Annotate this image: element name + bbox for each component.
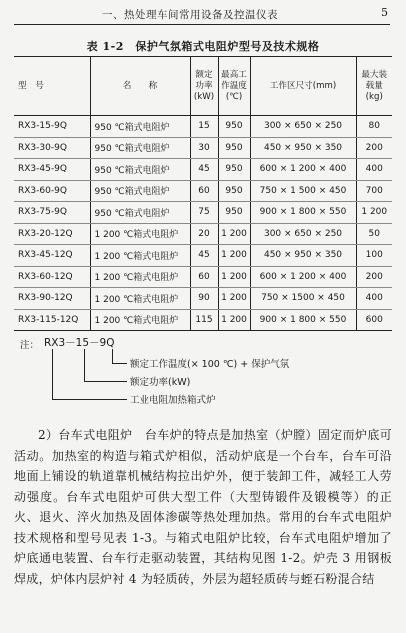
col-header-max-load: 最大装载量(kg) [356,57,392,116]
page-header [14,6,390,25]
cell-max-temp: 1 200 [218,288,250,310]
cell-max-temp: 1 200 [218,245,250,267]
cell-max-load: 80 [356,116,392,138]
table-header-row [14,57,392,116]
cell-max-load: 1 200 [356,202,392,224]
table-row [14,245,392,267]
cell-power: 115 [190,309,218,331]
cell-model: RX3-30-9Q [14,137,90,159]
cell-max-temp: 950 [218,180,250,202]
note-item-power: 额定功率(kW) [130,377,191,388]
cell-max-temp: 950 [218,116,250,138]
spec-table [14,56,392,331]
cell-max-load: 200 [356,137,392,159]
page-number: 5 [381,6,388,19]
col-header-max-temp: 最高工作温度(℃) [218,57,250,116]
cell-max-load: 700 [356,180,392,202]
col-header-name: 名 称 [90,57,190,116]
cell-power: 60 [190,266,218,288]
cell-work-size: 750 × 1 500 × 450 [250,180,356,202]
cell-max-load: 50 [356,223,392,245]
cell-name: 950 ℃箱式电阻炉 [90,137,190,159]
cell-model: RX3-60-9Q [14,180,90,202]
leader-line-type [52,349,127,400]
cell-max-temp: 1 200 [218,223,250,245]
model-code-note [20,337,390,417]
note-lead: 注： [20,340,40,351]
note-item-type: 工业电阻加热箱式炉 [130,395,216,406]
cell-name: 1 200 ℃箱式电阻炉 [90,245,190,267]
cell-max-load: 600 [356,309,392,331]
cell-model: RX3-115-12Q [18,314,79,325]
cell-model: RX3-75-9Q [14,202,90,224]
table-row [14,202,392,224]
note-item-temp: 额定工作温度(× 100 ℃) + 保护气氛 [130,359,290,370]
cell-name: 1 200 ℃箱式电阻炉 [90,223,190,245]
cell-work-size: 900 × 1 800 × 550 [250,309,356,331]
col-header-model: 型 号 [14,57,90,116]
table-row [14,180,392,202]
cell-max-load: 400 [356,288,392,310]
table-row [14,223,392,245]
col-header-power: 额定功率(kW) [190,57,218,116]
cell-name: 950 ℃箱式电阻炉 [90,202,190,224]
cell-work-size: 450 × 950 × 350 [250,245,356,267]
cell-work-size: 300 × 650 × 250 [250,116,356,138]
table-row [14,159,392,181]
table-row [14,137,392,159]
note-model-code: RX3－15－9Q [44,337,115,349]
cell-name: 950 ℃箱式电阻炉 [90,180,190,202]
table-row [14,288,392,310]
table-row [14,266,392,288]
cell-max-temp: 950 [218,202,250,224]
cell-model: RX3-20-12Q [14,223,90,245]
cell-power: 45 [190,245,218,267]
cell-work-size: 300 × 650 × 250 [250,223,356,245]
cell-name: 1 200 ℃箱式电阻炉 [90,266,190,288]
cell-work-size: 450 × 950 × 350 [250,137,356,159]
cell-power: 60 [190,180,218,202]
cell-max-load: 200 [356,266,392,288]
cell-model: RX3-45-9Q [14,159,90,181]
cell-name: 1 200 ℃箱式电阻炉 [90,288,190,310]
table-caption: 表 1-2 保护气氛箱式电阻炉型号及技术规格 [86,40,320,53]
table-row [14,309,392,331]
cell-name: 1 200 ℃箱式电阻炉 [90,309,190,331]
cell-model: RX3-45-12Q [14,245,90,267]
cell-work-size: 900 × 1 800 × 550 [250,202,356,224]
cell-model: RX3-60-12Q [14,266,90,288]
cell-max-temp: 950 [218,137,250,159]
cell-max-temp: 1 200 [218,309,250,331]
cell-power: 75 [190,202,218,224]
cell-max-load: 400 [356,159,392,181]
cell-work-size: 600 × 1 200 × 400 [250,159,356,181]
table-row [14,116,392,138]
cell-work-size: 750 × 1500 × 450 [250,288,356,310]
cell-power: 45 [190,159,218,181]
cell-max-temp: 950 [218,159,250,181]
cell-power: 20 [190,223,218,245]
cell-model: RX3-15-9Q [14,116,90,138]
cell-name: 950 ℃箱式电阻炉 [90,116,190,138]
cell-power: 90 [190,288,218,310]
col-header-work-size: 工作区尺寸(mm) [250,57,356,116]
cell-power: 15 [190,116,218,138]
body-paragraph: 2）台车式电阻炉 台车炉的特点是加热室（炉膛）固定而炉底可活动。加热室的构造与箱式炉相似，活动炉底是一个台车，台车可沿地面上铺设的轨道靠机械结构拉出炉外，便于装卸工件，减轻工人劳动强度。台车式电阻炉可供大型工件（大型铸锻件及锻模等）的正火、退火、淬火加热及固体渗碳等热处理加热。常用的台车式电阻炉技术规格和型号见表 1-3。与箱式电阻炉比较，台车式电阻炉增加了炉底通电装置、台车行走驱动装置，其结构见图 1-2。炉壳 3 用钢板焊成，炉体内层炉衬 4 为轻质砖，外层为超轻质砖与蛭石粉混合结 [14,428,392,586]
running-head: 一、热处理车间常用设备及控温仪表 [102,9,278,21]
cell-max-load: 100 [356,245,392,267]
cell-model: RX3-90-12Q [14,288,90,310]
cell-work-size: 600 × 1 200 × 400 [250,266,356,288]
cell-name: 950 ℃箱式电阻炉 [90,159,190,181]
cell-power: 30 [190,137,218,159]
cell-max-temp: 1 200 [218,266,250,288]
